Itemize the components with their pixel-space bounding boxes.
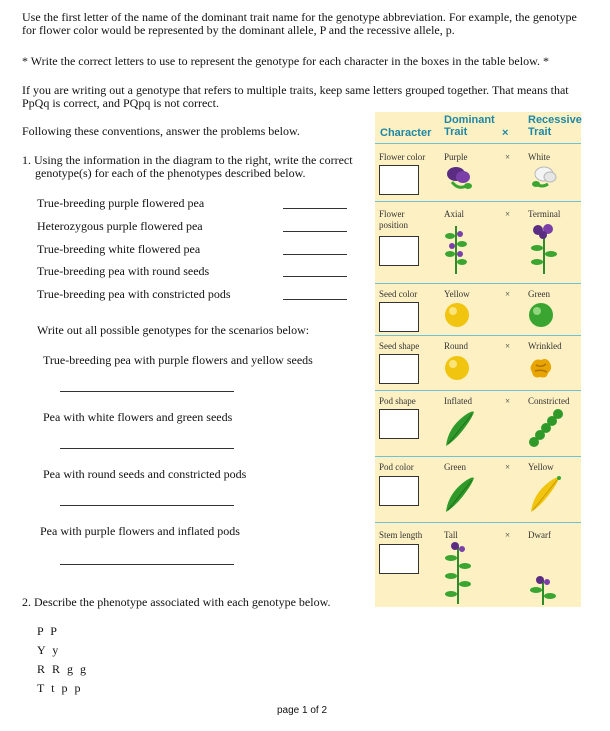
cross-symbol: × bbox=[505, 462, 511, 472]
inflated-pod-icon bbox=[442, 408, 476, 448]
scenario-4: Pea with purple flowers and inflated pods bbox=[40, 524, 240, 538]
green-pod-icon bbox=[442, 474, 476, 514]
dominant-label: Purple bbox=[444, 152, 468, 162]
row-divider bbox=[375, 522, 581, 523]
recessive-label: Constricted bbox=[528, 396, 570, 406]
q1-item-3: True-breeding white flowered pea bbox=[37, 242, 201, 256]
recessive-label: Dwarf bbox=[528, 530, 551, 540]
scenario-2: Pea with white flowers and green seeds bbox=[43, 410, 233, 424]
intro-paragraph-1: Use the first letter of the name of the dominant trait name for the genotype abbreviation. For example, the genotype for flower color would be represented by the dominant allele, P and the recessive allele, p. bbox=[22, 10, 577, 37]
header-character: Character bbox=[380, 127, 432, 139]
recessive-label: Green bbox=[528, 289, 550, 299]
purple-flower-icon bbox=[444, 162, 474, 192]
character-label: Pod shape bbox=[379, 396, 416, 406]
cross-symbol: × bbox=[505, 341, 511, 351]
dominant-label: Inflated bbox=[444, 396, 472, 406]
constricted-pod-icon bbox=[526, 406, 566, 450]
axial-flower-plant-icon bbox=[442, 222, 470, 276]
tall-plant-icon bbox=[443, 540, 473, 606]
dominant-label: Tall bbox=[444, 530, 458, 540]
header-cross: × bbox=[502, 127, 509, 139]
character-label: Pod color bbox=[379, 462, 414, 472]
header-recessive: Recessive Trait bbox=[528, 114, 582, 138]
wrinkled-seed-icon bbox=[529, 356, 553, 380]
scenario-answer-blank-2[interactable] bbox=[60, 448, 234, 449]
yellow-pod-icon bbox=[527, 474, 561, 514]
genotype-2: Y y bbox=[37, 643, 61, 657]
recessive-label: Yellow bbox=[528, 462, 554, 472]
dominant-label: Green bbox=[444, 462, 466, 472]
q1-item-5: True-breeding pea with constricted pods bbox=[37, 287, 231, 301]
white-flower-icon bbox=[530, 162, 560, 192]
scenario-1: True-breeding pea with purple flowers and yellow seeds bbox=[43, 353, 313, 367]
terminal-flower-plant-icon bbox=[528, 222, 560, 276]
character-label: Flower position bbox=[379, 209, 409, 230]
yellow-seed-icon bbox=[444, 302, 470, 328]
character-label: Stem length bbox=[379, 530, 423, 540]
genotype-1: P P bbox=[37, 624, 59, 638]
green-seed-icon bbox=[528, 302, 554, 328]
dominant-label: Round bbox=[444, 341, 469, 351]
cross-symbol: × bbox=[505, 289, 511, 299]
table-header-rule bbox=[375, 143, 581, 144]
cross-symbol: × bbox=[505, 530, 511, 540]
scenario-answer-blank-1[interactable] bbox=[60, 391, 234, 392]
q1-answer-blank-4[interactable] bbox=[283, 276, 347, 277]
q1-item-1: True-breeding purple flowered pea bbox=[37, 196, 205, 210]
q1-item-2: Heterozygous purple flowered pea bbox=[37, 219, 203, 233]
recessive-label: Wrinkled bbox=[528, 341, 562, 351]
genotype-input-box[interactable] bbox=[379, 236, 419, 266]
row-divider bbox=[375, 335, 581, 336]
intro-paragraph-3: If you are writing out a genotype that refers to multiple traits, keep same letters grouped together. That means that PpQq is correct, and PQpq is not correct. bbox=[22, 83, 569, 110]
row-divider bbox=[375, 390, 581, 391]
row-divider bbox=[375, 456, 581, 457]
intro-paragraph-2: * Write the correct letters to use to represent the genotype for each character in the boxes in the table below. * bbox=[22, 54, 549, 68]
recessive-label: White bbox=[528, 152, 550, 162]
page-number: page 1 of 2 bbox=[277, 705, 328, 716]
header-dominant: Dominant Trait bbox=[444, 114, 495, 138]
genotype-input-box[interactable] bbox=[379, 302, 419, 332]
scenario-3: Pea with round seeds and constricted pods bbox=[43, 467, 247, 481]
genotype-input-box[interactable] bbox=[379, 409, 419, 439]
q1-answer-blank-2[interactable] bbox=[283, 231, 347, 232]
genotype-3: R R g g bbox=[37, 662, 89, 676]
scenario-answer-blank-4[interactable] bbox=[60, 564, 234, 565]
character-label: Seed color bbox=[379, 289, 418, 299]
dominant-label: Yellow bbox=[444, 289, 470, 299]
genotype-4: T t p p bbox=[37, 681, 83, 695]
genotype-input-box[interactable] bbox=[379, 354, 419, 384]
intro-paragraph-4: Following these conventions, answer the problems below. bbox=[22, 124, 300, 138]
q1-item-4: True-breeding pea with round seeds bbox=[37, 264, 210, 278]
genotype-input-box[interactable] bbox=[379, 544, 419, 574]
row-divider bbox=[375, 283, 581, 284]
scenario-answer-blank-3[interactable] bbox=[60, 505, 234, 506]
cross-symbol: × bbox=[505, 152, 511, 162]
dwarf-plant-icon bbox=[529, 574, 557, 606]
dominant-label: Axial bbox=[444, 209, 464, 219]
q1-answer-blank-3[interactable] bbox=[283, 254, 347, 255]
row-divider bbox=[375, 201, 581, 202]
question-1-prompt: 1. Using the information in the diagram to the right, write the correct genotype(s) for each of the phenotypes described below. bbox=[22, 153, 353, 180]
genotype-input-box[interactable] bbox=[379, 165, 419, 195]
cross-symbol: × bbox=[505, 209, 511, 219]
genotype-input-box[interactable] bbox=[379, 476, 419, 506]
character-label: Flower color bbox=[379, 152, 426, 162]
recessive-label: Terminal bbox=[528, 209, 561, 219]
character-label: Seed shape bbox=[379, 341, 420, 351]
cross-symbol: × bbox=[505, 396, 511, 406]
q1-answer-blank-5[interactable] bbox=[283, 299, 347, 300]
round-seed-icon bbox=[444, 355, 470, 381]
question-2-prompt: 2. Describe the phenotype associated with each genotype below. bbox=[22, 595, 331, 609]
scenario-heading: Write out all possible genotypes for the scenarios below: bbox=[37, 323, 310, 337]
q1-answer-blank-1[interactable] bbox=[283, 208, 347, 209]
